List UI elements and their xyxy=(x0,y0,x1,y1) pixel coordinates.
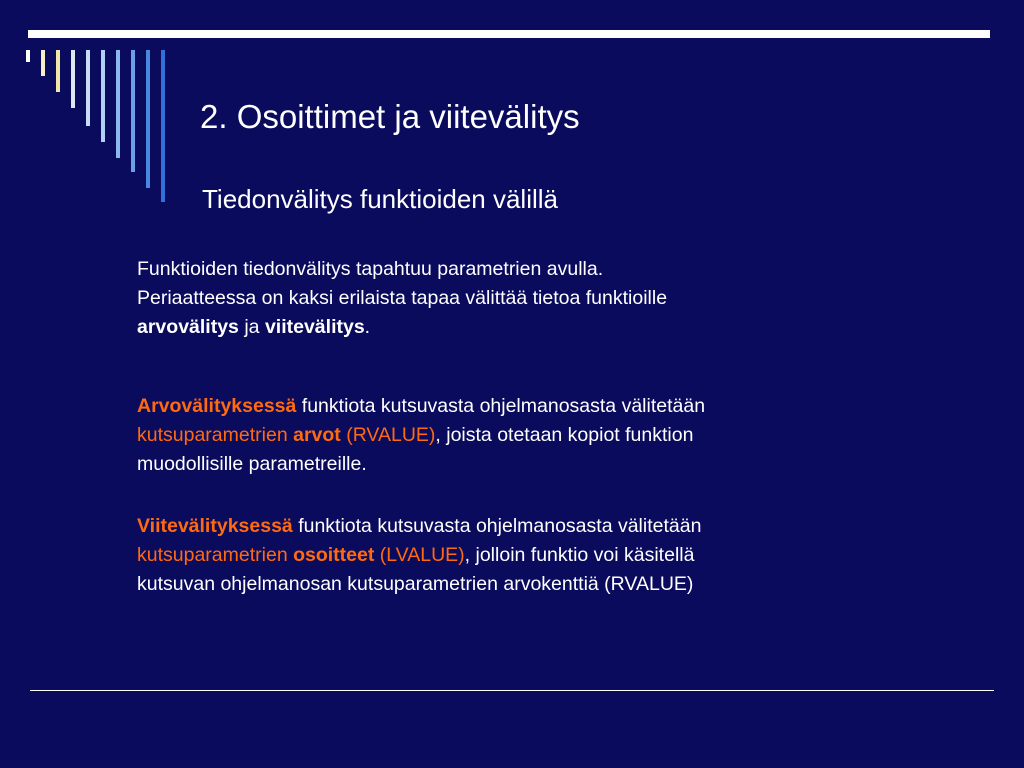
decorative-stripe xyxy=(56,50,60,92)
viite-paragraph xyxy=(137,512,997,599)
intro-line-2: Periaatteessa on kaksi erilaista tapaa välittää tietoa funktioille xyxy=(137,287,668,309)
decorative-stripes xyxy=(0,0,180,220)
arvo-line-2 xyxy=(137,421,997,450)
arvo-kind: (RVALUE) xyxy=(346,424,436,446)
slide-title: 2. Osoittimet ja viitevälitys xyxy=(200,98,580,135)
decorative-stripe xyxy=(146,50,150,188)
intro-line-1: Funktioiden tiedonvälitys tapahtuu parametrien avulla. xyxy=(137,258,604,280)
term-viitevalitys: viitevälitys xyxy=(264,316,365,338)
decorative-stripe xyxy=(116,50,120,158)
intro-paragraph xyxy=(137,255,997,342)
bottom-rule xyxy=(30,690,994,691)
arvo-term: Arvovälityksessä xyxy=(137,395,297,417)
decorative-stripe xyxy=(86,50,90,126)
intro-line-3 xyxy=(137,313,997,342)
decorative-stripe xyxy=(131,50,135,172)
arvo-line-3: muodollisille parametreille. xyxy=(137,453,367,475)
term-arvovalitys: arvovälitys xyxy=(137,316,239,338)
viite-text-2: , jolloin funktio voi käsitellä xyxy=(464,544,695,566)
conjunction: ja xyxy=(244,316,260,338)
viite-params: kutsuparametrien xyxy=(137,544,288,566)
viite-line-2 xyxy=(137,541,997,570)
arvo-line-1 xyxy=(137,392,997,421)
period: . xyxy=(364,316,371,338)
decorative-stripe xyxy=(26,50,30,62)
arvo-text-2: , joista otetaan kopiot funktion xyxy=(435,424,694,446)
arvo-text-1: funktiota kutsuvasta ohjelmanosasta välitetään xyxy=(301,395,706,417)
arvo-params: kutsuparametrien xyxy=(137,424,288,446)
decorative-stripe xyxy=(101,50,105,142)
arvo-key: arvot xyxy=(293,424,341,446)
arvo-paragraph xyxy=(137,392,997,479)
viite-line-1 xyxy=(137,512,997,541)
viite-line-3: kutsuvan ohjelmanosan kutsuparametrien arvokenttiä (RVALUE) xyxy=(137,573,694,595)
decorative-stripe xyxy=(41,50,45,76)
decorative-stripe xyxy=(71,50,75,108)
decorative-stripe xyxy=(161,50,165,202)
viite-kind: (LVALUE) xyxy=(379,544,465,566)
viite-term: Viitevälityksessä xyxy=(137,515,293,537)
slide-subtitle: Tiedonvälitys funktioiden välillä xyxy=(202,184,559,214)
viite-key: osoitteet xyxy=(293,544,375,566)
viite-text-1: funktiota kutsuvasta ohjelmanosasta välitetään xyxy=(298,515,702,537)
